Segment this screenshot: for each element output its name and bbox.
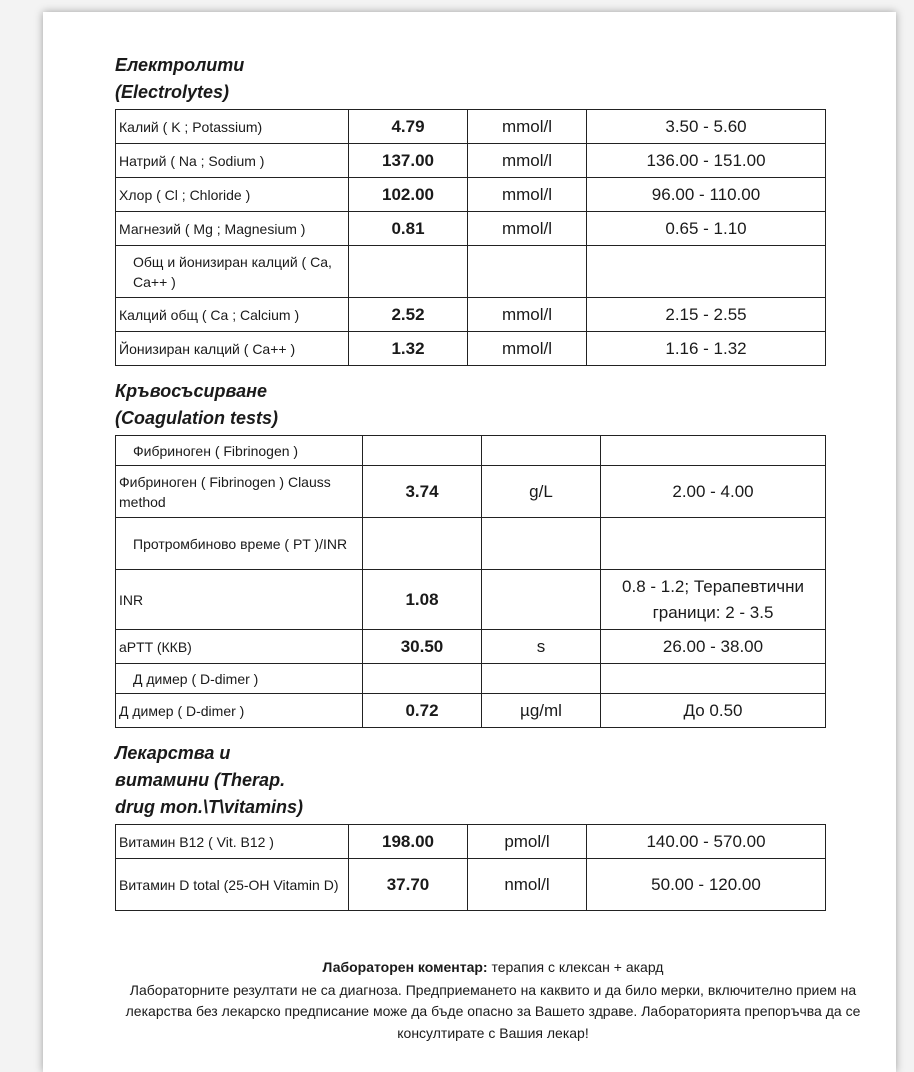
test-name-cell: INR: [116, 570, 363, 630]
test-value-cell: [363, 664, 482, 694]
test-unit-cell: µg/ml: [482, 694, 601, 728]
reference-range-cell: До 0.50: [601, 694, 826, 728]
test-value-cell: 137.00: [349, 144, 468, 178]
test-value-cell: 1.32: [349, 332, 468, 366]
test-unit-cell: [468, 246, 587, 298]
section-title-vitamins: [115, 740, 855, 821]
test-value-cell: 4.79: [349, 110, 468, 144]
report-content: [115, 52, 855, 923]
test-name-cell: Фибриноген ( Fibrinogen ) Clauss method: [116, 466, 363, 518]
test-name-cell: Фибриноген ( Fibrinogen ): [116, 436, 363, 466]
reference-range-cell: 26.00 - 38.00: [601, 630, 826, 664]
section-title-electrolytes: [115, 52, 855, 106]
result-row: [116, 332, 826, 366]
test-name-cell: Д димер ( D-dimer ): [116, 664, 363, 694]
section-title-en: (Electrolytes): [115, 82, 230, 102]
vitamins-table: [115, 824, 826, 911]
test-unit-cell: nmol/l: [468, 859, 587, 911]
test-unit-cell: mmol/l: [468, 212, 587, 246]
lab-disclaimer: Лабораторните резултати не са диагноза. Предприемането на каквито и да било мерки, включително прием на лекарства без лекарско предписание може да бъде опасно за Вашето здраве. Лабораторията препоръчва да се консултирате с Вашия лекар!: [125, 981, 861, 1041]
test-unit-cell: mmol/l: [468, 298, 587, 332]
lab-comment-text: терапия с клексан + акард: [487, 959, 664, 975]
test-unit-cell: mmol/l: [468, 332, 587, 366]
test-name-cell: Д димер ( D-dimer ): [116, 694, 363, 728]
section-title-extra: drug mon.\T\vitamins): [115, 797, 304, 817]
test-value-cell: 198.00: [349, 825, 468, 859]
reference-range-cell: 140.00 - 570.00: [587, 825, 826, 859]
reference-range-cell: 0.65 - 1.10: [587, 212, 826, 246]
section-title-coagulation: [115, 378, 855, 432]
test-unit-cell: [482, 518, 601, 570]
result-row: [116, 518, 826, 570]
test-value-cell: 30.50: [363, 630, 482, 664]
result-row: [116, 246, 826, 298]
test-name-cell: Витамин D total (25-OH Vitamin D): [116, 859, 349, 911]
lab-comment: [113, 957, 873, 979]
result-row: [116, 110, 826, 144]
test-name-cell: aPTT (ККВ): [116, 630, 363, 664]
result-row: [116, 694, 826, 728]
result-row: [116, 212, 826, 246]
test-name-cell: Калций общ ( Ca ; Calcium ): [116, 298, 349, 332]
section-title-bg: Лекарства и: [115, 743, 231, 763]
result-row: [116, 298, 826, 332]
result-row: [116, 144, 826, 178]
test-value-cell: 3.74: [363, 466, 482, 518]
test-name-cell: Натрий ( Na ; Sodium ): [116, 144, 349, 178]
result-row: [116, 630, 826, 664]
reference-range-cell: 3.50 - 5.60: [587, 110, 826, 144]
test-name-cell: Магнезий ( Mg ; Magnesium ): [116, 212, 349, 246]
test-value-cell: [363, 518, 482, 570]
reference-range-cell: [601, 664, 826, 694]
reference-range-cell: 96.00 - 110.00: [587, 178, 826, 212]
test-value-cell: 2.52: [349, 298, 468, 332]
result-row: [116, 466, 826, 518]
result-row: [116, 825, 826, 859]
section-title-bg: Кръвосъсирване: [115, 381, 268, 401]
test-value-cell: 102.00: [349, 178, 468, 212]
reference-range-cell: 0.8 - 1.2; Терапевтични граници: 2 - 3.5: [601, 570, 826, 630]
test-unit-cell: [482, 664, 601, 694]
section-title-en: витамини (Therap.: [115, 770, 286, 790]
test-value-cell: 0.81: [349, 212, 468, 246]
test-name-cell: Калий ( K ; Potassium): [116, 110, 349, 144]
section-title-bg: Електролити: [115, 55, 245, 75]
electrolytes-table: [115, 109, 826, 366]
test-unit-cell: g/L: [482, 466, 601, 518]
test-name-cell: Общ и йонизиран калций ( Ca, Ca++ ): [116, 246, 349, 298]
reference-range-cell: [587, 246, 826, 298]
reference-range-cell: 1.16 - 1.32: [587, 332, 826, 366]
result-row: [116, 178, 826, 212]
test-unit-cell: pmol/l: [468, 825, 587, 859]
coagulation-table: [115, 435, 826, 728]
test-value-cell: 0.72: [363, 694, 482, 728]
section-title-en: (Coagulation tests): [115, 408, 279, 428]
test-value-cell: [363, 436, 482, 466]
result-row: [116, 570, 826, 630]
test-unit-cell: mmol/l: [468, 144, 587, 178]
reference-range-cell: [601, 436, 826, 466]
test-name-cell: Хлор ( Cl ; Chloride ): [116, 178, 349, 212]
test-unit-cell: s: [482, 630, 601, 664]
test-value-cell: [349, 246, 468, 298]
test-unit-cell: mmol/l: [468, 178, 587, 212]
result-row: [116, 436, 826, 466]
test-unit-cell: mmol/l: [468, 110, 587, 144]
lab-notes: [113, 957, 873, 1044]
test-unit-cell: [482, 570, 601, 630]
result-row: [116, 859, 826, 911]
result-row: [116, 664, 826, 694]
reference-range-cell: [601, 518, 826, 570]
test-name-cell: Протромбиново време ( PT )/INR: [116, 518, 363, 570]
reference-range-cell: 2.15 - 2.55: [587, 298, 826, 332]
reference-range-cell: 136.00 - 151.00: [587, 144, 826, 178]
reference-range-cell: 50.00 - 120.00: [587, 859, 826, 911]
test-unit-cell: [482, 436, 601, 466]
test-name-cell: Витамин B12 ( Vit. B12 ): [116, 825, 349, 859]
test-name-cell: Йонизиран калций ( Ca++ ): [116, 332, 349, 366]
lab-comment-label: Лабораторен коментар:: [322, 959, 488, 975]
test-value-cell: 37.70: [349, 859, 468, 911]
reference-range-cell: 2.00 - 4.00: [601, 466, 826, 518]
test-value-cell: 1.08: [363, 570, 482, 630]
report-page: [43, 12, 896, 1072]
